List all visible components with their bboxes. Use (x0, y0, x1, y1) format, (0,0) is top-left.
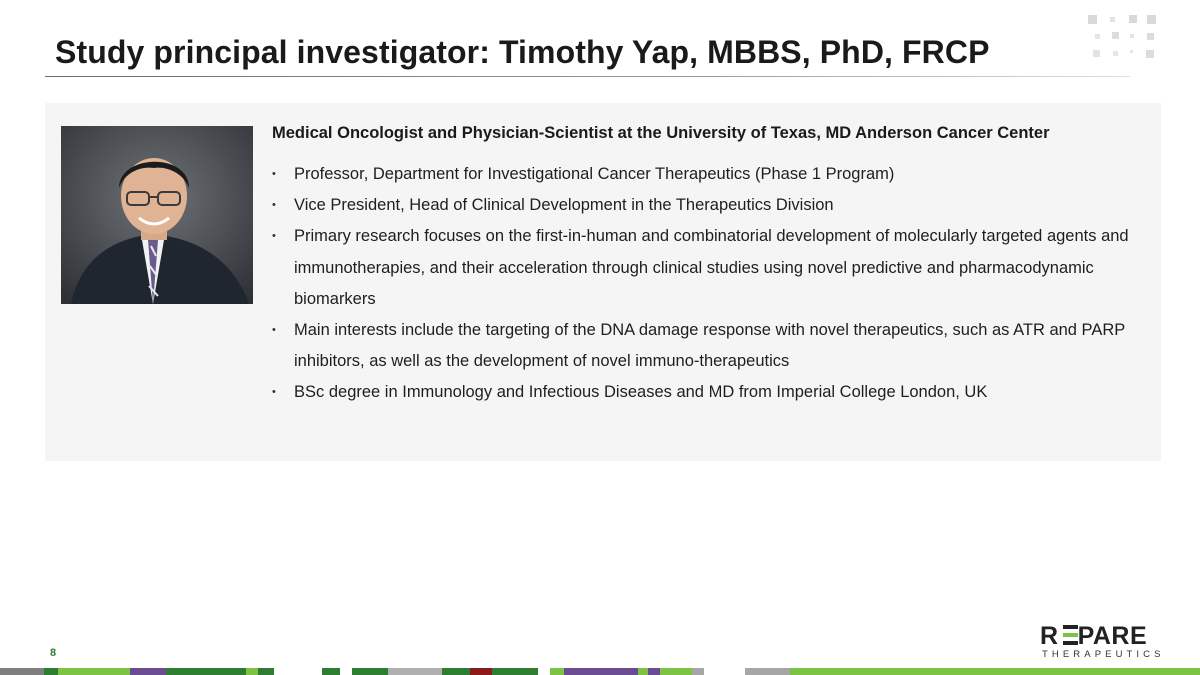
bullet-item (272, 159, 1152, 190)
square-grid-decoration-icon (1085, 12, 1160, 62)
bullet-item (272, 377, 1152, 408)
page-number: 8 (50, 647, 57, 659)
bullet-text: Main interests include the targeting of the DNA damage response with novel therapeutics, such as ATR and PARP inhibitors, as well as the development of novel immuno-therapeutics (294, 321, 1125, 371)
bullet-marker: • (272, 230, 276, 243)
bullet-text: Professor, Department for Investigational Cancer Therapeutics (Phase 1 Program) (294, 165, 895, 183)
bullet-marker: • (272, 199, 276, 212)
logo-tagline: THERAPEUTICS (1042, 649, 1165, 660)
bullet-text: Primary research focuses on the first-in-human and combinatorial development of molecularly targeted agents and immunotherapies, and their acceleration through clinical studies using novel predictive and pharmacodynamic biomarkers (294, 227, 1129, 308)
footer-color-bar (0, 668, 1200, 675)
bullet-item (272, 315, 1152, 377)
logo-e-bars-icon (1063, 625, 1078, 645)
bullet-text: BSc degree in Immunology and Infectious Diseases and MD from Imperial College London, UK (294, 383, 988, 402)
logo-wordmark (1040, 622, 1147, 651)
portrait-photo (61, 126, 253, 304)
bullet-item (272, 190, 1152, 221)
company-logo (1040, 622, 1165, 662)
logo-wordmark-left: R (1040, 622, 1059, 650)
bullet-marker: • (272, 324, 276, 337)
title-divider (45, 76, 1130, 77)
logo-wordmark-right: PARE (1077, 622, 1148, 650)
bullet-item (272, 221, 1152, 315)
bullet-text: Vice President, Head of Clinical Development in the Therapeutics Division (294, 196, 834, 215)
bullet-marker: • (272, 168, 276, 180)
slide-title: Study principal investigator: Timothy Yap, MBBS, PhD, FRCP (55, 34, 990, 70)
bullet-marker: • (272, 386, 276, 399)
bio-subtitle: Medical Oncologist and Physician-Scientist at the University of Texas, MD Anderson Cancer Center (272, 124, 1050, 142)
bio-bullet-list (272, 159, 1152, 409)
